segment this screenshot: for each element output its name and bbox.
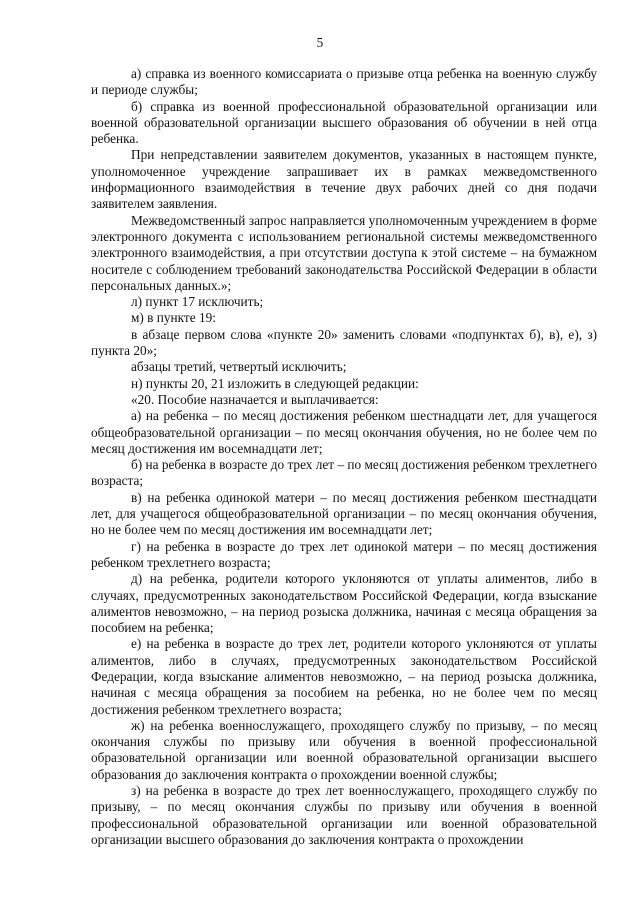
paragraph-m: м) в пункте 19: — [131, 310, 216, 326]
paragraph-20-g: г) на ребенка в возрасте до трех лет одинокой матери – по месяц достижения ребенком трехлетнего возраста; — [91, 538, 597, 570]
paragraph-20-b: б) на ребенка в возрасте до трех лет – по месяц достижения ребенком трехлетнего возраста; — [91, 457, 597, 489]
paragraph-n: н) пункты 20, 21 изложить в следующей редакции: — [131, 375, 419, 391]
paragraph-20-d: д) на ребенка, родители которого уклоняются от уплаты алиментов, либо в случаях, предусмотренных законодательством Российской Федерации, когда взыскание алиментов невозможно, – на период розыска должника, начиная с месяца обращения за пособием на ребенка; — [91, 571, 597, 636]
paragraph-a-certificate-military: а) справка из военного комиссариата о призыве отца ребенка на военную службу и периоде службы; — [91, 66, 597, 98]
paragraph-20-a: а) на ребенка – по месяц достижения ребенком шестнадцати лет, для учащегося общеобразовательной организации – по месяц окончания обучения, но не более чем по месяц достижения им восемнадцати лет; — [91, 408, 597, 456]
paragraph-l: л) пункт 17 исключить; — [131, 294, 264, 310]
document-body — [91, 66, 597, 848]
paragraph-20-e: е) на ребенка в возрасте до трех лет, родители которого уклоняются от уплаты алиментов, либо в случаях, предусмотренных законодательством Российской Федерации, когда взыскание алиментов невозможно, – на период розыска должника, начиная с месяца обращения за пособием на ребенка, но не более чем по месяц достижения ребенком трехлетнего возраста; — [91, 636, 597, 717]
paragraph-20-zh: ж) на ребенка военнослужащего, проходящего службу по призыву, – по месяц окончания службы по призыву или обучения в военной профессиональной образовательной организации или военной образовательной организации высшего образования до заключения контракта о прохождении военной службы; — [91, 717, 597, 782]
paragraph-interagency-request: Межведомственный запрос направляется уполномоченным учреждением в форме электронного документа с использованием региональной системы межведомственного электронного взаимодействия, а при отсутствии доступа к этой системе – на бумажном носителе с соблюдением требований законодательства Российской Федерации в области персональных данных.»; — [91, 212, 597, 293]
paragraph-20-z: з) на ребенка в возрасте до трех лет военнослужащего, проходящего службу по призыву, – по месяц окончания службы по призыву или обучения в военной профессиональной образовательной организации или военной образовательной организации высшего образования до заключения контракта о прохождении — [91, 783, 597, 847]
paragraph-nonsubmission: При непредставлении заявителем документов, указанных в настоящем пункте, уполномоченное учреждение запрашивает их в рамках межведомственного информационного взаимодействия в течение двух рабочих дней со дня подачи заявителем заявления. — [91, 147, 597, 212]
paragraph-b-certificate-education: б) справка из военной профессиональной образовательной организации или военной образовательной организации высшего образования об обучении в ней отца ребенка. — [91, 98, 597, 147]
paragraph-20-intro: «20. Пособие назначается и выплачивается: — [131, 391, 379, 407]
paragraph-m-third-fourth: абзацы третий, четвертый исключить; — [131, 359, 347, 375]
paragraph-20-v: в) на ребенка одинокой матери – по месяц достижения ребенком шестнадцати лет, для учащегося общеобразовательной организации – по месяц окончания обучения, но не более чем по месяц достижения им восемнадцати лет; — [91, 489, 597, 538]
page-number: 5 — [316, 35, 324, 50]
paragraph-m-first-abzac: в абзаце первом слова «пункте 20» заменить словами «подпунктах б), в), е), з) пункта 20»; — [91, 326, 597, 359]
